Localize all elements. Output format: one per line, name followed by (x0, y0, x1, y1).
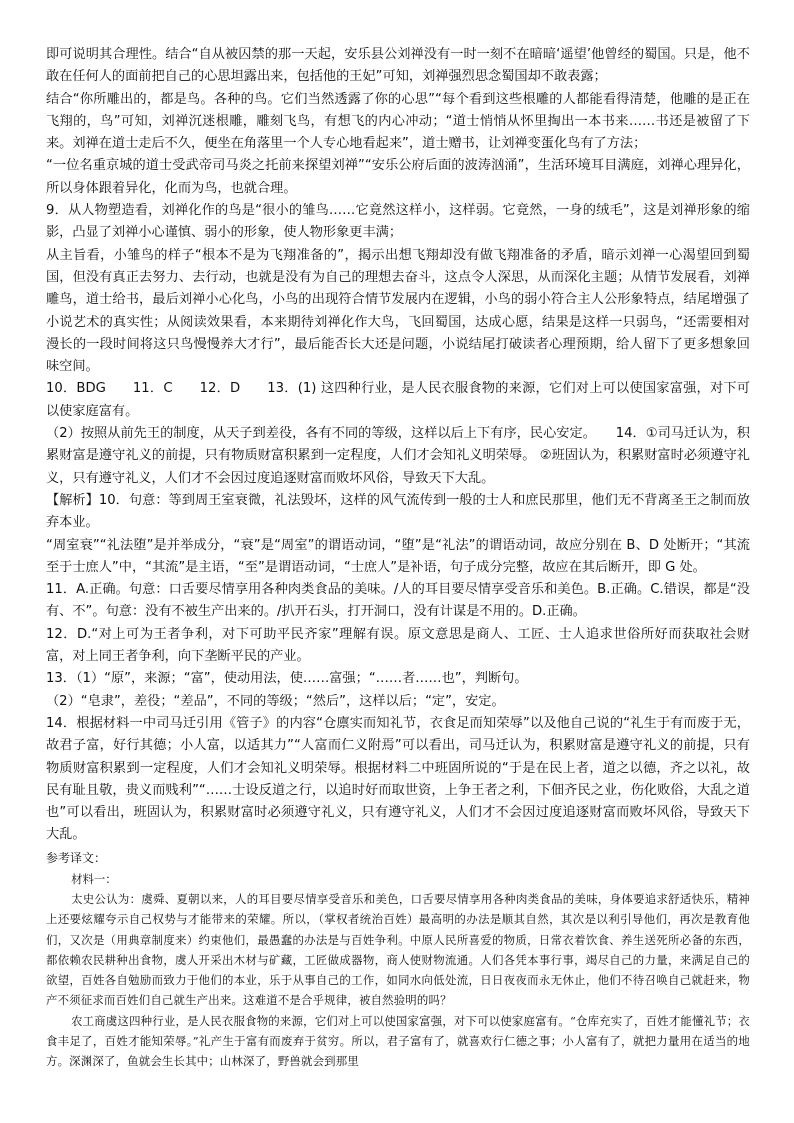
analysis-paragraph: 12．D.“对上可为王者争利，对下可助平民齐家”理解有误。原文意思是商人、工匠、士人追求世俗所好而获取社会财富，对上同王者争利，向下垄断平民的产业。 (46, 626, 750, 665)
analysis-paragraph: 14．根据材料一中司马迁引用《管子》的内容“仓廪实而知礼节，衣食足而知荣辱”以及他自己说的“礼生于有而废于无，故君子富，好行其德；小人富，以适其力”“人富而仁义附焉”可以看出，司马迁认为，积累财富是遵守礼义的前提，只有物质财富积累到一定程度，人们才会知礼义明荣辱。根据材料二中班固所说的“于是在民上者，道之以德，齐之以礼，故民有耻且敬，贵义而贱利”“……士设反道之行，以追时好而取世资，上争王者之利，下佃齐民之业，伤化败俗，大乱之道也”可以看出，班固认为，积累财富时必须遵守礼义，只有遵守礼义，人们才不会因过度追逐财富而败坏风俗，导致天下大乱。 (46, 715, 750, 843)
analysis-paragraph: “周室衰”“礼法堕”是并举成分，“衰”是“周室”的谓语动词，“堕”是“礼法”的谓语动词，故应分别在 B、D 处断开；“其流至于士庶人”中，“其流”是主语，“至”是谓语动词，“士庶人”是补语，句子成分完整，故应在其后断开，即 G 处。 (46, 537, 750, 575)
analysis-paragraph: 11．A.正确。句意：口舌要尽情享用各种肉类食品的美味。/人的耳目要尽情享受音乐和美色。B.正确。C.错误，都是“没有、不”。句意：没有不被生产出来的。/扒开石头，打开洞口，没有计谋是不用的。D.正确。 (46, 582, 750, 620)
answer-paragraph: 9．从人物塑造看，刘禅化作的鸟是“很小的雏鸟……它竟然这样小，这样弱。它竟然，一身的绒毛”，这是刘禅形象的缩影，凸显了刘禅小心谨慎、弱小的形象，使人物形象更丰满； (46, 203, 750, 241)
answer-paragraph: 从主旨看，小雏鸟的样子“根本不是为飞翔准备的”，揭示出想飞翔却没有做飞翔准备的矛盾，暗示刘禅一心渴望回到蜀国，但没有真正去努力、去行动，也就是没有为自己的理想去奋斗，这点令人深思，从而深化主题；从情节发展看，刘禅雕鸟，道士给书，最后刘禅小心化鸟，小鸟的出现符合情节发展内在逻辑，小鸟的弱小符合主人公形象特点，结尾增强了小说艺术的真实性；从阅读效果看，本来期待刘禅化作大鸟，飞回蜀国，达成心愿，结果是这样一只弱鸟，“还需要相对漫长的一段时间将这只鸟慢慢养大才行”，最后能否长大还是问题，小说结尾打破读者心理预期，给人留下了更多想象回味空间。 (46, 247, 750, 375)
analysis-paragraph: 【解析】10．句意：等到周王室衰微，礼法毁坏，这样的风气流传到一般的士人和庶民那里，他们无不背离圣王之制而放弃本业。 (46, 492, 750, 531)
analysis-paragraph: 13．（1）“原”，来源；“富”，使动用法，使……富强；“……者……也”，判断句。 (46, 671, 528, 687)
answer-paragraph: （2）按照从前先王的制度，从天子到差役，各有不同的等级，这样以后上下有序，民心安定。 14．①司马迁认为，积累财富是遵守礼义的前提，只有物质财富积累到一定程度，人们才会知礼义明荣辱。 ②班固认为，积累财富时必须遵守礼义，只有遵守礼义，人们才不会因过度追逐财富而败坏风俗，导致天下大乱。 (46, 426, 750, 486)
translation-paragraph: 太史公认为：虞舜、夏朝以来，人的耳目要尽情享受音乐和美色，口舌要尽情享用各种肉类食品的美味，身体要追求舒适快乐，精神上还要炫耀夸示自己权势与才能带来的荣耀。所以，（掌权者统治百姓）最高明的办法是顺其自然，其次是以利引导他们，再次是教育他们，又次是（用典章制度来）约束他们，最愚蠢的办法是与百姓争利。中原人民所喜爱的物质，日常衣着饮食、养生送死所必备的东西，都依赖农民耕种出食物，虞人开采出木材与矿藏，工匠做成器物，商人使财物流通。人们各凭本事行事，竭尽自己的力量，来满足自己的欲望，百姓各自勉励而致力于他们的本业，乐于从事自己的工作，如同水向低处流，日日夜夜而永无休止，他们不待召唤自己就赶来，物产不须征求而百姓们自己就生产出来。这难道不是合乎规律，被自然验明的吗？ (46, 891, 750, 1008)
document-page (46, 44, 750, 1119)
translation-heading: 参考译文： (46, 850, 107, 865)
answer-paragraph: 10．BDG 11．C 12．D 13．(1) 这四种行业，是人民衣服食物的来源，它们对上可以使国家富强，对下可以使家庭富有。 (46, 381, 750, 419)
material-label: 材料一： (71, 871, 117, 886)
analysis-paragraph: （2）“皂隶”，差役；“差品”，不同的等级；“然后”，这样以后；“定”，安定。 (46, 693, 505, 709)
answer-paragraph: “一位名重京城的道士受武帝司马炎之托前来探望刘禅”“安乐公府后面的波涛汹涌”，生活环境耳目满庭，刘禅心理异化，所以身体跟着异化，化而为鸟，也就合理。 (46, 158, 750, 196)
translation-paragraph: 农工商虞这四种行业，是人民衣服食物的来源，它们对上可以使国家富强，对下可以使家庭富有。“仓库充实了，百姓才能懂礼节；衣食丰足了，百姓才能知荣辱。”礼产生于富有而废弃于贫穷。所以，君子富有了，就喜欢行仁德之事；小人富有了，就把力量用在适当的地方。深渊深了，鱼就会生长其中；山林深了，野兽就会到那里 (46, 1013, 750, 1069)
answer-paragraph: 结合“你所雕出的，都是鸟。各种的鸟。它们当然透露了你的心思”“每个看到这些根雕的人都能看得清楚，他雕的是正在飞翔的，鸟”可知，刘禅沉迷根雕，雕刻飞鸟，有想飞的内心冲动；“道士悄悄从怀里掏出一本书来……书还是被留了下来。刘禅在道士走后不久，便坐在角落里一个人专心地看起来”，道士赠书，让刘禅变蛋化鸟有了方法； (46, 91, 750, 152)
answer-paragraph: 即可说明其合理性。结合“自从被囚禁的那一天起，安乐县公刘禅没有一时一刻不在暗暗‘遥望’他曾经的蜀国。只是，他不敢在任何人的面前把自己的心思坦露出来，包括他的王妃”可知，刘禅强烈思念蜀国却不敢表露； (46, 47, 750, 85)
